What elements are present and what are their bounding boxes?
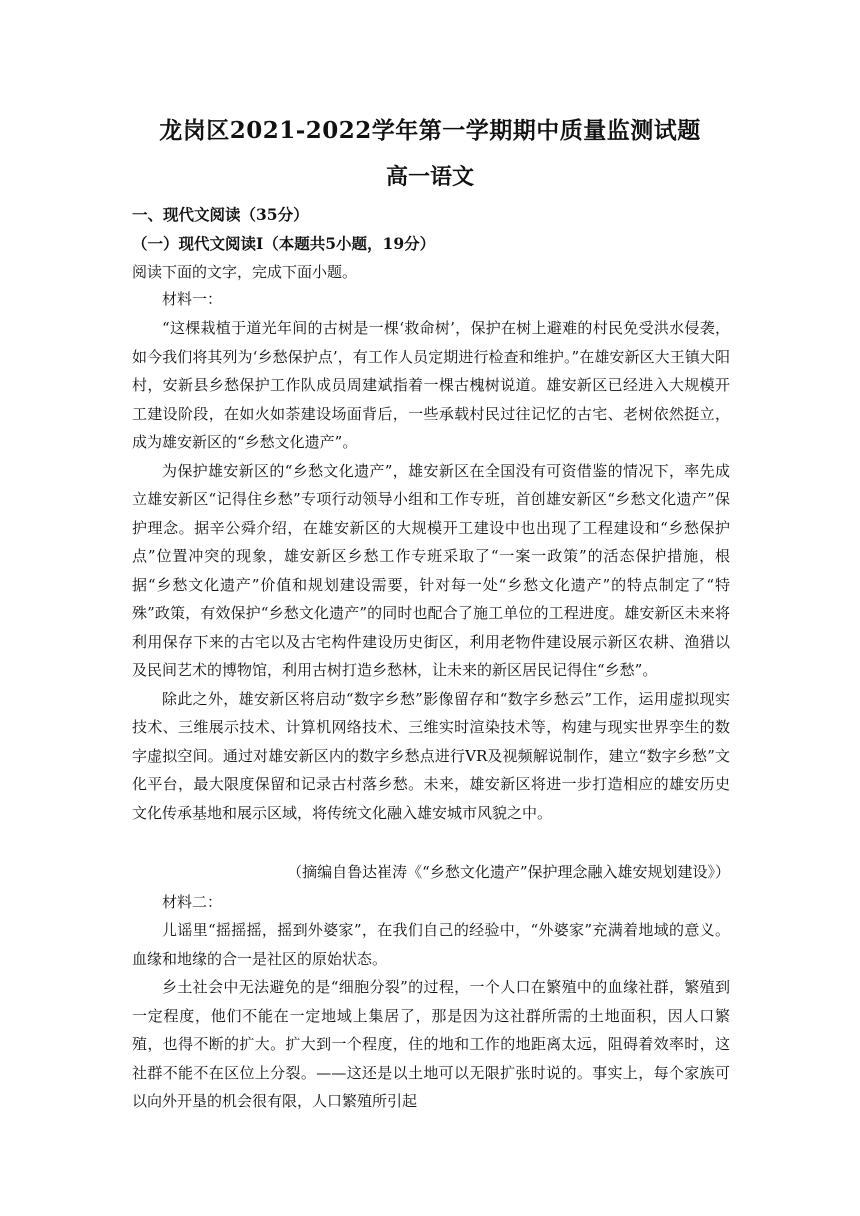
- section-heading-1: 一、现代文阅读（35分）: [132, 205, 309, 224]
- instruction-text: 阅读下面的文字，完成下面小题。: [132, 263, 358, 281]
- material-1-label: 材料一：: [162, 290, 223, 308]
- section-heading-1-1: （一）现代文阅读Ⅰ（本题共5小题，19分）: [132, 234, 436, 253]
- exam-subtitle: 高一语文: [385, 164, 474, 190]
- exam-title: 龙岗区2021-2022学年第一学期期中质量监测试题: [159, 117, 701, 144]
- material-2-body: [132, 916, 730, 1116]
- material-1-paragraph: 为保护雄安新区的“乡愁文化遗产”，雄安新区在全国没有可资借鉴的情况下，率先成立雄安新区“记得住乡愁”专项行动领导小组和工作专班，首创雄安新区“乡愁文化遗产”保护理念。据辛公舜介绍，在雄安新区的大规模开工建设中也出现了工程建设和“乡愁保护点”位置冲突的现象，雄安新区乡愁工作专班采取了“一案一政策”的活态保护措施，根据“乡愁文化遗产”价值和规划建设需要，针对每一处“乡愁文化遗产”的特点制定了“特殊”政策，有效保护“乡愁文化遗产”的同时也配合了施工单位的工程进度。雄安新区未来将利用保存下来的古宅以及古宅构件建设历史街区，利用老物件建设展示新区农耕、渔猎以及民间艺术的博物馆，利用古树打造乡愁林，让未来的新区居民记得住“乡愁”。: [132, 461, 730, 679]
- material-2-label: 材料二：: [162, 893, 223, 911]
- material-2-paragraph: 乡土社会中无法避免的是“细胞分裂”的过程，一个人口在繁殖中的血缘社群，繁殖到一定程度，他们不能在一定地域上集居了，那是因为这社群所需的土地面积，因人口繁殖，也得不断的扩大。扩大到一个程度，住的地和工作的地距离太远，阻碍着效率时，这社群不能不在区位上分裂。——这还是以土地可以无限扩张时说的。事实上，每个家族可以向外开垦的机会很有限，人口繁殖所引起: [132, 978, 730, 1110]
- material-1-body: [132, 314, 730, 827]
- material-2-paragraph: 儿谣里“摇摇摇，摇到外婆家”，在我们自己的经验中，“外婆家”充满着地域的意义。血缘和地缘的合一是社区的原始状态。: [132, 921, 730, 968]
- material-1-paragraph: “这棵栽植于道光年间的古树是一棵‘救命树’，保护在树上避难的村民免受洪水侵袭，如今我们将其列为‘乡愁保护点’，有工作人员定期进行检查和维护。”在雄安新区大王镇大阳村，安新县乡愁保护工作队成员周建斌指着一棵古槐树说道。雄安新区已经进入大规模开工建设阶段，在如火如荼建设场面背后，一些承载村民过往记忆的古宅、老树依然挺立，成为雄安新区的“乡愁文化遗产”。: [132, 319, 730, 451]
- material-1-source: （摘编自鲁达崔涛《“乡愁文化遗产”保护理念融入雄安规划建设》）: [287, 863, 730, 881]
- material-1-paragraph: 除此之外，雄安新区将启动“数字乡愁”影像留存和“数字乡愁云”工作，运用虚拟现实技术、三维展示技术、计算机网络技术、三维实时渲染技术等，构建与现实世界孪生的数字虚拟空间。通过对雄安新区内的数字乡愁点进行VR及视频解说制作，建立“数字乡愁”文化平台，最大限度保留和记录古村落乡愁。未来，雄安新区将进一步打造相应的雄安历史文化传承基地和展示区域，将传统文化融入雄安城市风貌之中。: [132, 689, 730, 822]
